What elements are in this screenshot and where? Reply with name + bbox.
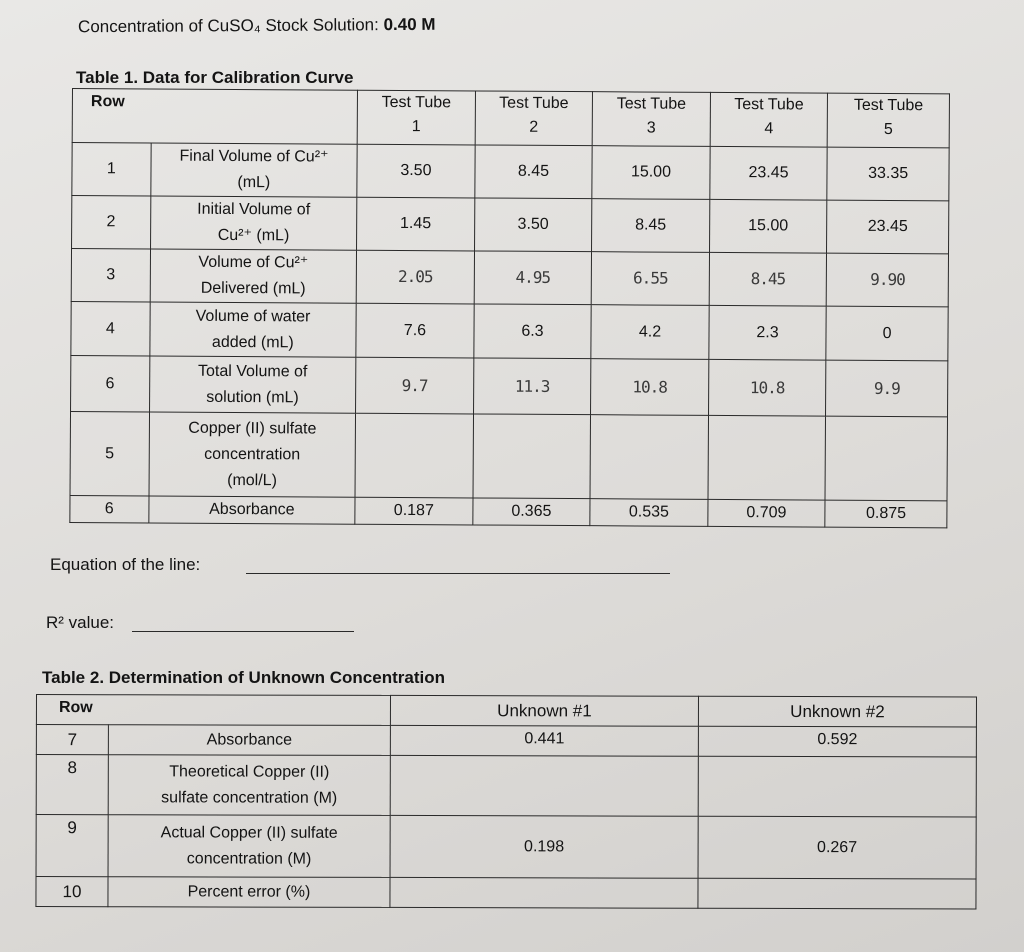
empty-cell [708,415,826,500]
row-description: Copper (II) sulfate concentration (mol/L) [149,412,356,497]
test-tube-1-header: Test Tube 1 [357,90,475,145]
handwritten-value: 4.95 [474,251,592,305]
row-description: Theoretical Copper (II) sulfate concentration (M) [108,755,390,816]
unknown-1-header: Unknown #1 [390,695,698,726]
table-row [71,249,948,307]
row-description: Absorbance [108,725,390,756]
stock-concentration-label: Concentration of CuSO₄ Stock Solution: [77,15,379,37]
empty-cell [698,878,976,909]
cell-value: 15.00 [709,199,827,253]
cell-value: 6.3 [474,304,592,359]
r-squared-blank-line [132,631,354,632]
handwritten-value: 2.05 [356,250,474,304]
handwritten-value: 10.8 [708,359,826,416]
table1-title: Table 1. Data for Calibration Curve [76,68,354,87]
handwritten-value: 11.3 [473,358,591,415]
row-number: 5 [70,411,149,495]
cell-value: 1.45 [357,197,475,251]
row-description: Volume of water added (mL) [150,302,357,357]
table1-header-row [72,89,949,148]
cell-value: 0.875 [825,500,947,528]
empty-cell [390,877,698,908]
row-number: 3 [71,249,150,302]
handwritten-value: 9.90 [826,253,948,307]
cell-value: 8.45 [475,145,593,199]
test-tube-4-header: Test Tube 4 [710,92,828,147]
equation-label: Equation of the line: [50,555,201,574]
row-number: 1 [72,143,151,196]
row-description: Percent error (%) [108,877,390,908]
row-description: Absorbance [149,496,356,524]
table2-title: Table 2. Determination of Unknown Concentration [42,668,445,687]
test-tube-3-header: Test Tube 3 [592,92,710,147]
empty-cell [355,413,473,498]
empty-cell [390,755,698,816]
row-description: Actual Copper (II) sulfate concentration (M) [108,815,390,878]
table-row [72,196,949,254]
row-description: Final Volume of Cu²⁺ (mL) [151,143,358,197]
table-row [36,877,976,909]
unknown-2-header: Unknown #2 [698,696,976,727]
empty-cell [590,415,708,500]
cell-value: 23.45 [710,146,828,200]
table2-header-row [36,695,976,727]
test-tube-2-header: Test Tube 2 [475,91,593,146]
table-row [36,815,976,879]
row-number: 8 [36,755,108,815]
cell-value: 7.6 [356,303,474,358]
row-number: 2 [72,196,151,249]
table-row [71,301,948,360]
cell-value: 4.2 [591,305,709,360]
calibration-table [69,88,950,528]
cell-value: 0.592 [698,726,976,757]
row-description: Volume of Cu²⁺ Delivered (mL) [150,249,357,303]
cell-value: 0.187 [355,497,473,525]
table-row [36,725,976,757]
cell-value: 8.45 [592,199,710,253]
cell-value: 3.50 [474,198,592,252]
table-row [70,411,947,500]
cell-value: 0.365 [473,498,591,526]
cell-value: 0.709 [708,499,826,527]
cell-value: 0.267 [698,816,976,879]
stock-concentration-value: 0.40 M [383,14,436,35]
handwritten-value: 6.55 [591,252,709,306]
row-number: 9 [36,815,108,877]
cell-value: 2.3 [709,305,827,360]
empty-cell [698,756,976,817]
cell-value: 0.535 [590,499,708,527]
cell-value: 33.35 [827,147,949,201]
table-row [71,355,948,416]
empty-cell [473,414,591,499]
handwritten-value: 8.45 [709,252,827,306]
table1-row-header: Row [72,89,357,145]
unknown-concentration-table [35,694,977,909]
stock-concentration-line [78,15,436,37]
row-number: 4 [71,301,150,355]
test-tube-5-header: Test Tube 5 [827,93,949,148]
equation-blank-line [246,573,670,574]
r-squared-label: R² value: [46,613,115,632]
table-row [36,755,976,817]
cell-value: 3.50 [357,144,475,198]
empty-cell [825,416,947,501]
cell-value: 0 [826,306,948,361]
row-number: 7 [36,725,108,755]
cell-value: 0.441 [390,725,698,756]
table2-row-header: Row [36,695,390,726]
row-description: Initial Volume of Cu²⁺ (mL) [150,196,357,250]
cell-value: 15.00 [592,146,710,200]
handwritten-value: 9.9 [826,360,948,417]
row-number: 6 [71,355,150,411]
handwritten-value: 9.7 [356,357,474,414]
row-number: 10 [36,877,108,907]
row-description: Total Volume of solution (mL) [149,356,356,413]
handwritten-value: 10.8 [591,359,709,416]
row-number: 6 [70,495,149,522]
cell-value: 0.198 [390,815,698,878]
table-row [72,143,949,201]
table-row [70,495,947,527]
cell-value: 23.45 [827,200,949,254]
